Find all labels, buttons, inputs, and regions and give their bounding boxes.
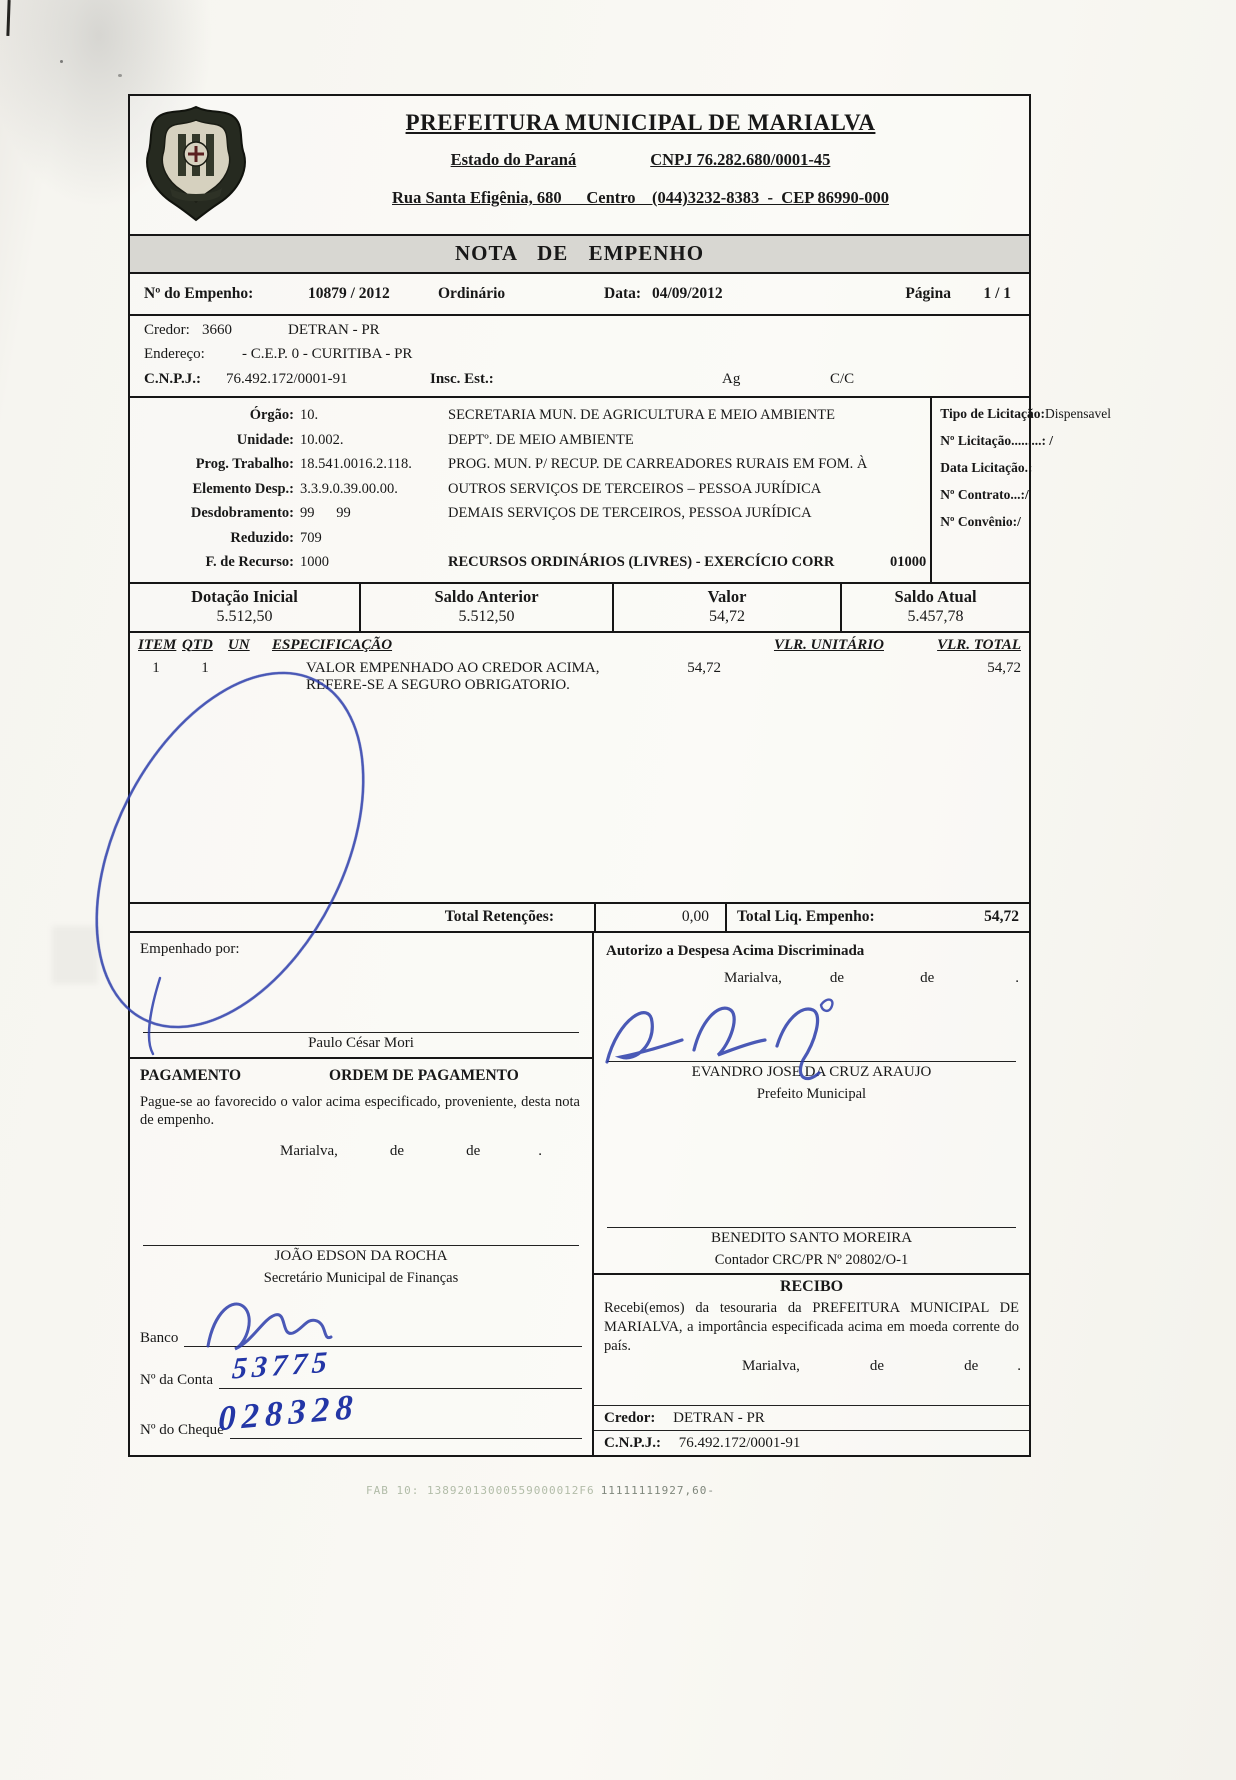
item-unit-value: 54,72 [687,659,721,676]
page-number: 1 / 1 [983,285,1011,302]
state-label: Estado do Paraná [450,150,577,169]
empenho-number-row [130,274,1029,316]
classification-row-elemento: Elemento Desp.: 3.3.9.0.39.00.00. OUTROS SERVIÇOS DE TERCEIROS – PESSOA JURÍDICA [192,480,822,497]
empenho-type: Ordinário [438,285,506,302]
mayor-name: EVANDRO JOSE DA CRUZ ARAUJO [691,1063,932,1080]
contract-number: Nº Contrato...:/ [940,487,1029,502]
col-vlr-total: VLR. TOTAL [937,636,1021,653]
receipt-box [594,1273,1029,1455]
cnpj-header: CNPJ 76.282.680/0001-45 [650,150,831,169]
item-total-value: 54,72 [987,659,1021,676]
creditor-label: Credor: [144,322,190,338]
agreement-number: Nº Convênio:/ [940,514,1021,529]
items-table-header [130,633,1029,656]
account-fill-line [219,1388,582,1389]
col-item: ITEM [138,636,177,653]
item-description: VALOR EMPENHADO AO CREDOR ACIMA, REFERE-SE A SEGURO OBRIGATORIO. [306,659,600,693]
header-line-2 [260,150,1021,170]
col-qtd: QTD [182,636,213,653]
receipt-date-line: Marialva, de de . [742,1357,1021,1374]
accountant-name: BENEDITO SANTO MOREIRA [710,1229,913,1246]
bank-fields [130,1291,592,1455]
valor-cell: Valor 54,72 [612,584,840,631]
committed-by-name: Paulo César Mori [308,1034,414,1051]
dot-matrix-print: FAB 10: 13892013000559000012F6 11111111927,60- [366,1484,716,1497]
state-registration-label: Insc. Est.: [430,371,494,387]
receipt-creditor-row: Credor: DETRAN - PR [594,1406,1029,1431]
document-title: NOTA DE EMPENHO [454,241,705,265]
cheque-field [140,1393,582,1439]
bank-field [140,1305,582,1347]
saldo-anterior-cell: Saldo Anterior 5.512,50 [359,584,612,631]
document-title-bar [130,236,1029,274]
empenho-number-label: Nº do Empenho: [144,285,254,302]
payment-order-title: ORDEM DE PAGAMENTO [329,1066,519,1084]
retentions-value: 0,00 [594,904,725,931]
dotacao-inicial-cell: Dotação Inicial 5.512,50 [191,586,298,625]
bidding-info-panel [930,398,1123,582]
handwritten-account-number: 53775 [230,1345,334,1386]
col-un: UN [228,636,250,653]
cheque-number-label: Nº do Cheque [140,1421,224,1438]
committed-by-label: Empenhado por: [140,940,240,957]
bidding-number: Nº Licitação.........: / [940,433,1054,448]
agency-label: Ag [722,371,741,387]
creditor-address-label: Endereço: [144,346,205,362]
retentions-label: Total Retenções: [444,908,554,925]
classification-row-orgao: Órgão: 10. SECRETARIA MUN. DE AGRICULTURA E MEIO AMBIENTE [249,407,835,423]
net-total-label: Total Liq. Empenho: [737,908,875,925]
scan-speck [118,74,122,77]
receipt-cnpj-row: C.N.P.J.: 76.492.172/0001-91 [604,1434,801,1451]
classification-rows [130,398,930,582]
col-especificacao: ESPECIFICAÇÃO [272,636,393,653]
col-vlr-unitario: VLR. UNITÁRIO [773,636,884,653]
creditor-cnpj-label: C.N.P.J.: [144,371,201,387]
authorization-title: Autorizo a Despesa Acima Discriminada [606,942,865,959]
payment-title: PAGAMENTO [140,1066,242,1084]
totals-row [130,902,1029,933]
municipality-title: PREFEITURA MUNICIPAL DE MARIALVA [405,110,876,135]
empenho-date-label: Data: [604,285,642,302]
creditor-cnpj: 76.492.172/0001-91 [226,371,348,387]
net-total-cell [725,904,1029,931]
account-field [140,1351,582,1389]
mayor-role: Prefeito Municipal [756,1085,867,1102]
classification-row-unidade: Unidade: 10.002. DEPTº. DE MEIO AMBIENTE [236,431,634,448]
receipt-text: Recebi(emos) da tesouraria da PREFEITURA MUNICIPAL DE MARIALVA, a importância especificada acima em moeda corrente do país. [604,1299,1019,1354]
creditor-name: DETRAN - PR [288,322,380,338]
classification-row-prog-trabalho: Prog. Trabalho: 18.541.0016.2.118. PROG. MUN. P/ RECUP. DE CARREADORES RURAIS EM FOM. À [195,456,868,472]
payment-date-line: Marialva, de de . [280,1142,542,1159]
scan-speck [60,60,63,63]
municipal-coat-of-arms [140,104,252,224]
bidding-type: Tipo de Licitação:Dispensavel [940,406,1111,421]
mayor-signature-area [594,987,1029,1061]
form-header [130,96,1029,236]
classification-row-fonte-recurso: F. de Recurso: 1000 RECURSOS ORDINÁRIOS (LIVRES) - EXERCÍCIO CORR 01000 [205,554,927,570]
committed-by-box [130,933,592,1057]
payment-order-box [130,1057,592,1455]
payment-order-text: Pague-se ao favorecido o valor acima especificado, proveniente, desta nota de empenho. [140,1093,580,1128]
signatures-section [130,933,1029,1455]
nota-de-empenho-form [128,94,1111,1457]
bidding-date: Data Licitação.: [940,460,1033,475]
receipt-creditor-block [594,1405,1029,1455]
cheque-fill-line [230,1438,582,1439]
page-label: Página [905,285,951,302]
item-row: 1 1 VALOR EMPENHADO AO CREDOR ACIMA, REFERE-SE A SEGURO OBRIGATORIO. 54,72 54,72 [130,656,1029,694]
payment-header [130,1059,592,1085]
budget-classification-block [130,398,1111,584]
account-label: C/C [830,371,855,387]
scan-edge-artifact [6,0,10,36]
accountant-role: Contador CRC/PR Nº 20802/O-1 [714,1251,909,1268]
header-text [252,102,1021,230]
bank-fill-line [184,1346,582,1347]
receipt-title: RECIBO [779,1277,844,1295]
address-line: Rua Santa Efigênia, 680 Centro (044)3232-8383 - CEP 86990-000 [392,188,889,207]
creditor-block [130,316,1029,398]
items-table-body [130,656,1029,902]
budget-balance-table [130,584,1029,633]
right-signature-column [594,933,1029,1455]
bank-label: Banco [140,1329,179,1346]
authorization-date-line: Marialva, de de . [724,969,1019,986]
finance-secretary-role: Secretário Municipal de Finanças [263,1269,459,1286]
scan-smudge [52,926,98,984]
classification-row-desdobramento: Desdobramento: 99 99 DEMAIS SERVIÇOS DE TERCEIROS, PESSOA JURÍDICA [190,505,812,521]
creditor-code: 3660 [202,322,232,338]
left-signature-column [130,933,594,1455]
saldo-atual-cell: Saldo Atual 5.457,78 [840,584,1029,631]
empenho-number: 10879 / 2012 [308,285,390,302]
handwritten-cheque-number: 028328 [217,1386,360,1439]
net-total-value: 54,72 [984,908,1019,925]
empenho-date: 04/09/2012 [652,285,723,302]
finance-secretary-name: JOÃO EDSON DA ROCHA [274,1247,448,1264]
creditor-address: - C.E.P. 0 - CURITIBA - PR [242,346,413,362]
account-number-label: Nº da Conta [140,1371,213,1388]
classification-row-reduzido: Reduzido: 709 [230,529,322,546]
